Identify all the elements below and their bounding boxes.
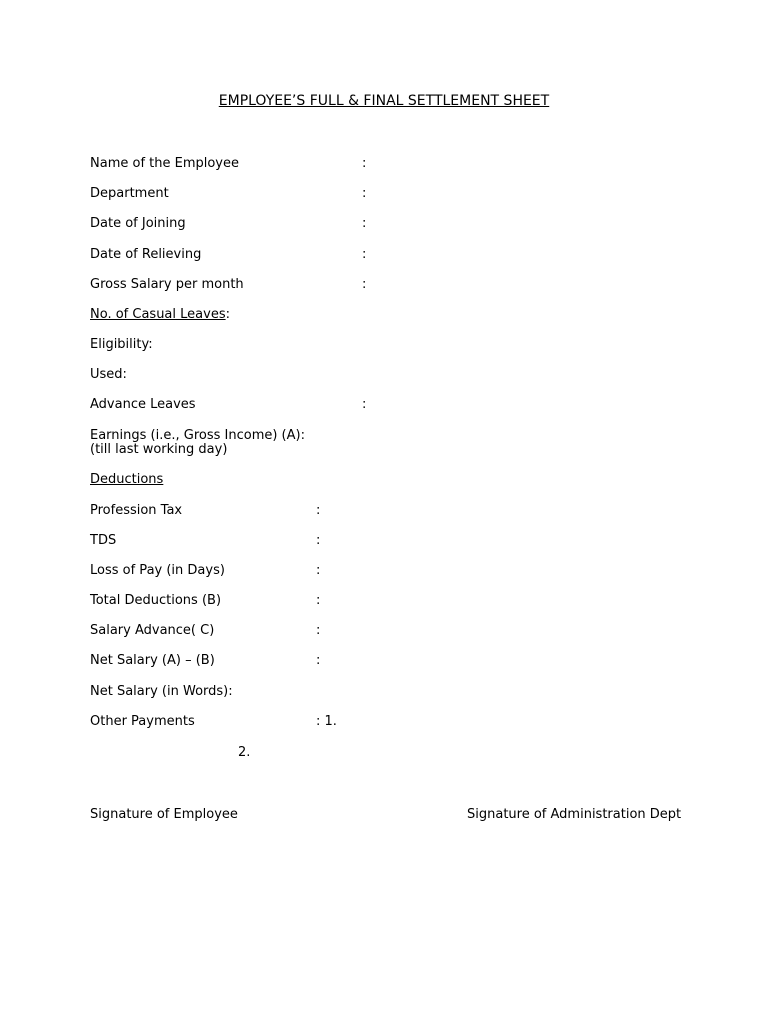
field-net-salary: Net Salary (A) – (B) : bbox=[90, 653, 321, 668]
field-other-payments-2: 2. bbox=[238, 745, 251, 760]
field-salary-advance: Salary Advance( C) : bbox=[90, 623, 321, 638]
field-other-payments: Other Payments : 1. bbox=[90, 714, 337, 729]
field-gross-salary: Gross Salary per month : bbox=[90, 277, 367, 292]
deductions-heading: Deductions bbox=[90, 472, 164, 487]
field-earnings: Earnings (i.e., Gross Income) (A): (till last working day) bbox=[90, 428, 305, 457]
document-title: EMPLOYEE’S FULL & FINAL SETTLEMENT SHEET bbox=[218, 93, 550, 109]
field-total-deductions: Total Deductions (B) : bbox=[90, 593, 321, 608]
field-casual-leaves: No. of Casual Leaves: bbox=[90, 307, 230, 322]
signature-employee: Signature of Employee bbox=[90, 807, 238, 822]
field-net-salary-words: Net Salary (in Words): bbox=[90, 684, 233, 699]
field-tds: TDS : bbox=[90, 533, 321, 548]
field-date-of-relieving: Date of Relieving : bbox=[90, 247, 367, 262]
signature-admin: Signature of Administration Dept bbox=[467, 807, 682, 822]
field-eligibility: Eligibility: bbox=[90, 337, 153, 352]
field-loss-of-pay: Loss of Pay (in Days) : bbox=[90, 563, 321, 578]
field-profession-tax: Profession Tax : bbox=[90, 503, 321, 518]
field-date-of-joining: Date of Joining : bbox=[90, 216, 367, 231]
field-employee-name: Name of the Employee : bbox=[90, 156, 367, 171]
field-advance-leaves: Advance Leaves : bbox=[90, 397, 367, 412]
field-used: Used: bbox=[90, 367, 127, 382]
field-department: Department : bbox=[90, 186, 367, 201]
